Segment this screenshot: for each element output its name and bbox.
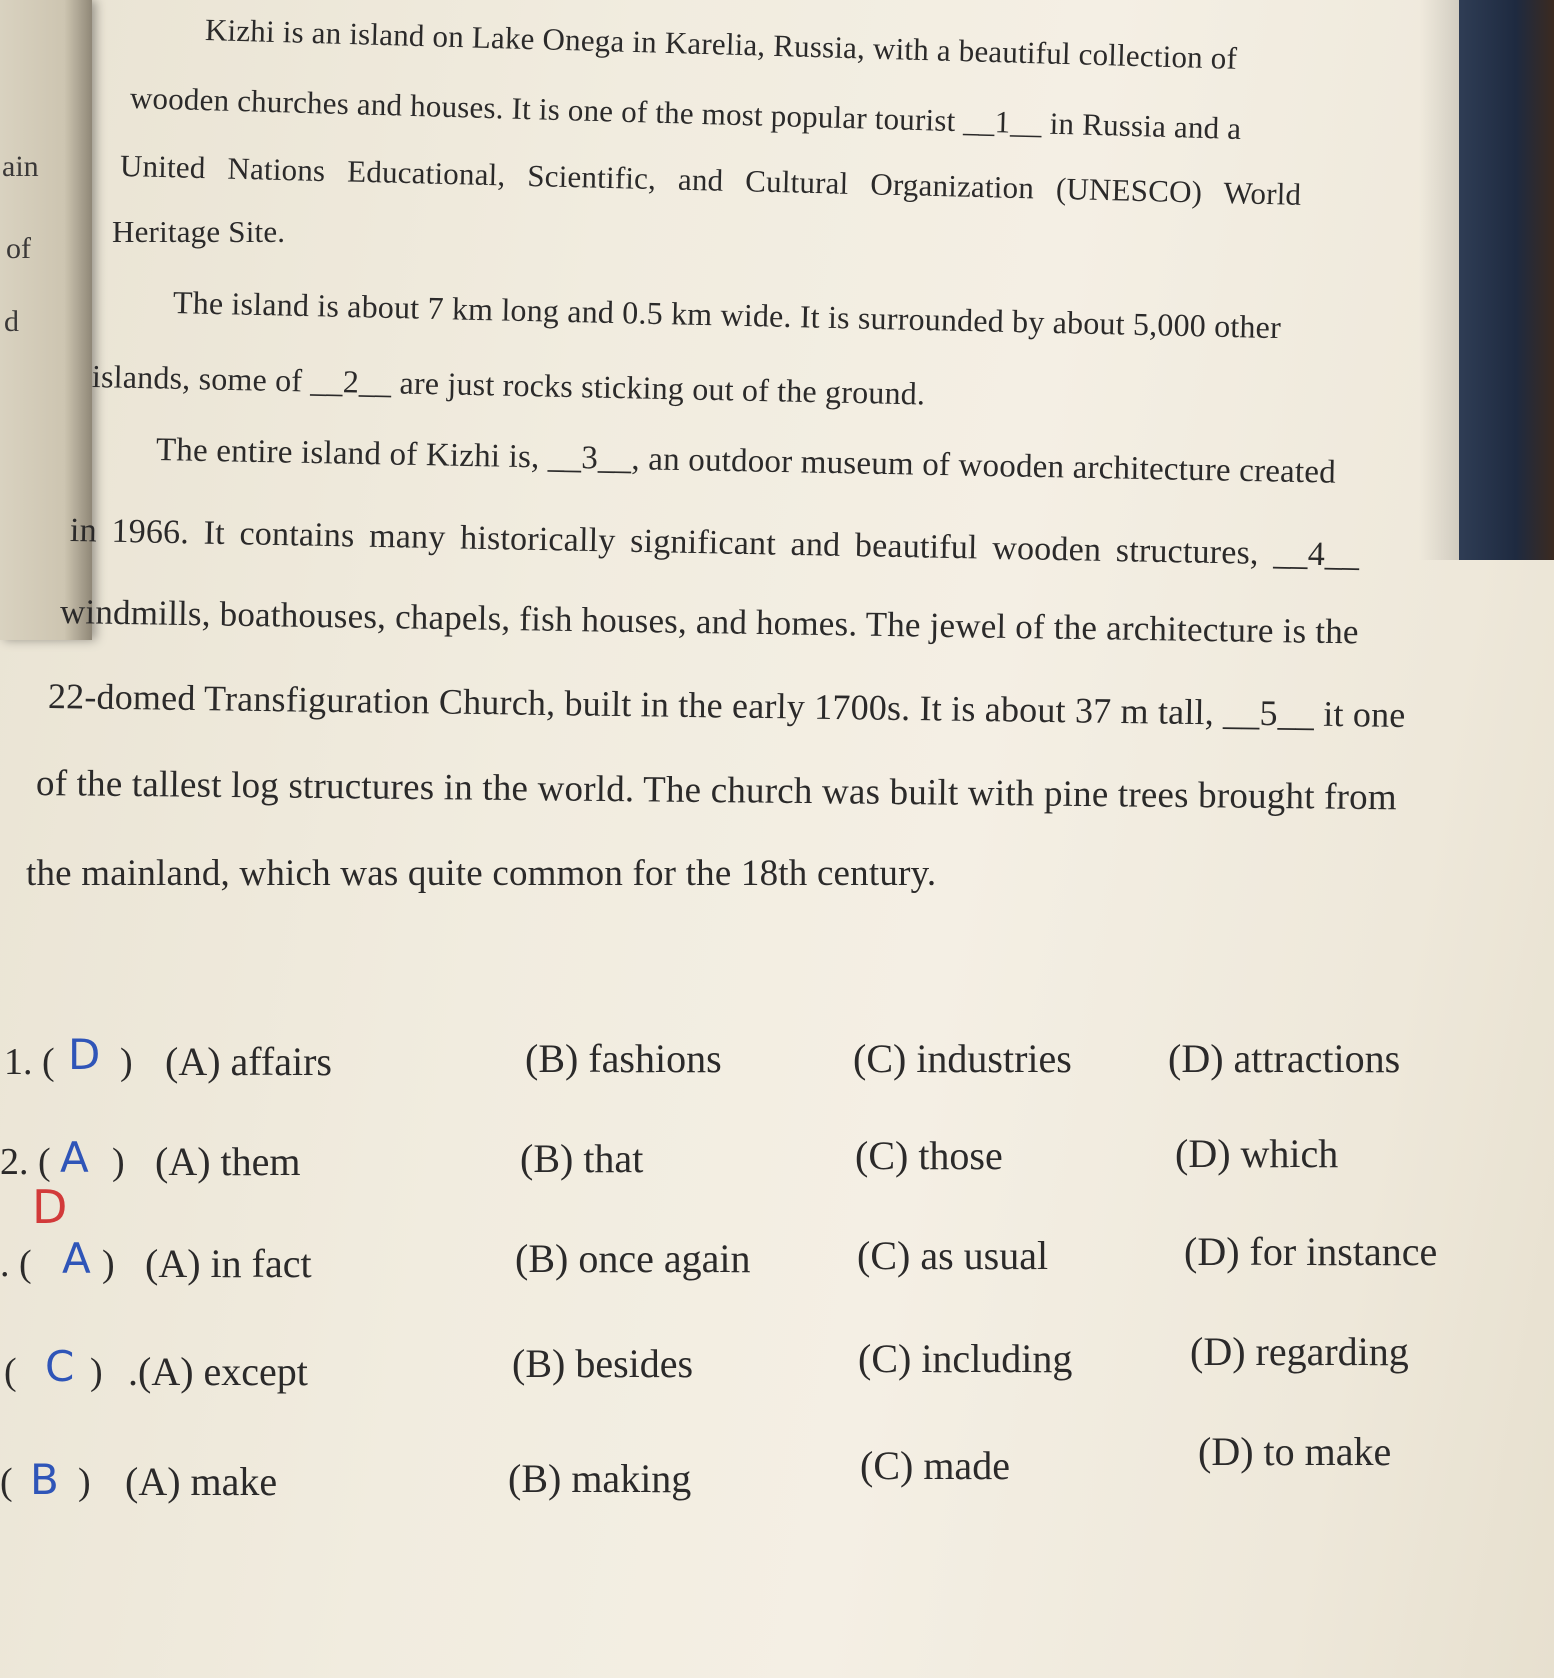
passage-line: 22-domed Transfiguration Church, built in the early 1700s. It is about 37 m tall, __5__ it one: [47, 676, 1406, 735]
handwritten-answer: C: [45, 1342, 75, 1391]
handwritten-answer: B: [30, 1455, 59, 1504]
option-b: (B) that: [520, 1136, 644, 1181]
passage-line: of the tallest log structures in the world. The church was built with pine trees brought from: [35, 763, 1398, 819]
option-c: (C) industries: [853, 1036, 1072, 1081]
passage-line: The entire island of Kizhi is, __3__, an outdoor museum of wooden architecture created: [155, 432, 1337, 491]
passage-line: Heritage Site.: [112, 214, 286, 249]
option-b: (B) once again: [515, 1236, 751, 1281]
option-d: (D) which: [1175, 1131, 1339, 1176]
handwritten-answer: A: [60, 1133, 89, 1182]
option-b: (B) besides: [512, 1341, 694, 1386]
question-paren: ): [90, 1351, 103, 1393]
option-a: (A) make: [125, 1459, 278, 1504]
passage-line: The island is about 7 km long and 0.5 km wide. It is surrounded by about 5,000 other: [172, 284, 1282, 346]
passage-line: United Nations Educational, Scientific, and Cultural Organization (UNESCO) World: [119, 148, 1302, 212]
handwritten-answer: D: [68, 1030, 101, 1079]
left-page-fragment: d: [4, 305, 19, 338]
passage-line: in 1966. It contains many historically significant and beautiful wooden structures, __4__: [69, 512, 1360, 574]
option-b: (B) fashions: [525, 1036, 722, 1081]
question-paren: ): [78, 1461, 91, 1503]
passage-line: the mainland, which was quite common for the 18th century.: [26, 853, 937, 894]
question-number: . (: [0, 1243, 32, 1285]
question-number: (: [0, 1461, 13, 1503]
question-number: (: [4, 1351, 17, 1393]
question-paren: ): [120, 1041, 133, 1083]
option-c: (C) made: [860, 1443, 1010, 1488]
option-d: (D) to make: [1198, 1429, 1392, 1474]
option-c: (C) those: [855, 1133, 1003, 1178]
question-number: 1. (: [4, 1041, 55, 1083]
passage-line: windmills, boathouses, chapels, fish houses, and homes. The jewel of the architecture is the: [59, 592, 1359, 652]
handwritten-correction: D: [32, 1180, 68, 1234]
left-page-fragment: of: [6, 232, 31, 265]
option-b: (B) making: [508, 1456, 692, 1501]
question-number: 2. (: [0, 1141, 51, 1183]
page-shadow: [1419, 0, 1459, 560]
option-a: (A) in fact: [145, 1241, 312, 1286]
left-page-fragment: ain: [2, 150, 39, 183]
option-d: (D) attractions: [1168, 1036, 1401, 1081]
option-c: (C) including: [858, 1336, 1073, 1381]
passage-line: wooden churches and houses. It is one of the most popular tourist __1__ in Russia and a: [129, 80, 1242, 147]
option-a: (A) them: [155, 1139, 301, 1184]
option-c: (C) as usual: [857, 1233, 1049, 1278]
handwritten-answer: A: [62, 1234, 91, 1283]
passage-line: islands, some of __2__ are just rocks sticking out of the ground.: [91, 358, 926, 412]
passage-line: Kizhi is an island on Lake Onega in Karelia, Russia, with a beautiful collection of: [204, 12, 1238, 76]
background-edge: [1459, 0, 1554, 560]
question-paren: ): [112, 1141, 125, 1183]
option-a: (A) affairs: [165, 1039, 332, 1084]
option-d: (D) regarding: [1190, 1329, 1409, 1374]
option-a: .(A) except: [128, 1349, 308, 1394]
option-d: (D) for instance: [1184, 1229, 1438, 1274]
question-paren: ): [102, 1243, 115, 1285]
